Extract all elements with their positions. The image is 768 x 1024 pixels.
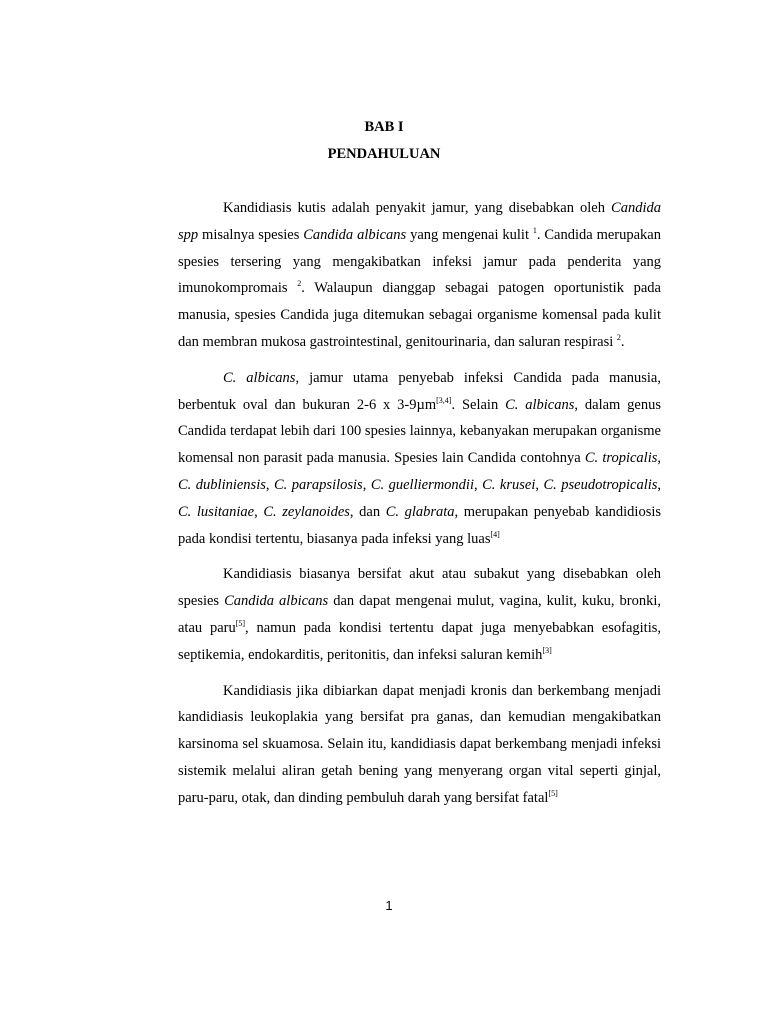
text-run: , (362, 476, 371, 493)
citation: 2 (616, 332, 621, 342)
document-body (178, 195, 661, 821)
italic-run: Candida albicans (303, 226, 407, 243)
italic-run: C. parapsilosis (274, 476, 363, 493)
italic-run: C. pseudotropicalis (543, 476, 658, 493)
paragraph-4 (178, 678, 661, 812)
italic-run: C. albicans (505, 396, 575, 413)
text-run: . Walaupun dianggap sebagai patogen oportunistik pada manusia, spesies Candida juga ditemukan sebagai organisme komensal pada kulit dan membran mukosa gastrointestinal, genitourinaria, dan saluran respirasi (178, 280, 661, 350)
citation: 2 (297, 279, 302, 289)
text-run: misalnya spesies (198, 226, 304, 243)
paragraph-3 (178, 561, 661, 668)
citation: [5] (235, 618, 246, 628)
italic-run: C. zeylanoides (263, 503, 350, 520)
text-run: , (535, 476, 544, 493)
page-number: 1 (385, 898, 393, 913)
italic-run: C. dubliniensis (178, 476, 266, 493)
paragraph-1 (178, 195, 661, 356)
text-run: , namun pada kondisi tertentu dapat juga menyebabkan esofagitis, septikemia, endokarditis, peritonitis, dan infeksi saluran kemih (178, 619, 661, 663)
citation: [3,4] (436, 395, 452, 405)
text-run: , jamur utama penyebab infeksi Candida pada manusia, berbentuk oval dan bukuran 2-6 x 3-9µm (178, 369, 661, 413)
text-run: , merupakan penyebab kandidiosis pada kondisi tertentu, biasanya pada infeksi yang luas (178, 503, 662, 547)
citation: [3] (542, 645, 552, 655)
text-run: . Selain (451, 396, 506, 413)
text-run: Kandidiasis biasanya bersifat akut atau subakut yang disebabkan oleh spesies (178, 566, 661, 610)
italic-run: C. lusitaniae (178, 503, 255, 520)
text-run: . Candida merupakan spesies tersering yang mengakibatkan infeksi jamur pada penderita yang imunokompromais (178, 226, 661, 297)
citation: [4] (490, 529, 500, 539)
text-run: , (254, 503, 264, 520)
text-run: Kandidiasis jika dibiarkan dapat menjadi kronis dan berkembang menjadi kandidiasis leukoplakia yang bersifat pra ganas, dan kemudian mengakibatkan karsinoma sel skuamosa. Selain itu, kandidiasis dapat berkembang menjadi infeksi sistemik melalui aliran getah bening yang menyerang organ vital seperti ginjal, paru-paru, otak, dan dinding pembuluh darah yang bersifat fatal (178, 682, 661, 806)
text-run: , (474, 476, 483, 493)
text-run: Kandidiasis kutis adalah penyakit jamur, yang disebabkan oleh (223, 200, 612, 216)
text-run: , (265, 476, 274, 493)
italic-run: C. guelliermondii (370, 476, 474, 493)
chapter-title: PENDAHULUAN (327, 146, 441, 162)
text-run: . (620, 333, 625, 350)
italic-run: C. albicans (223, 369, 296, 386)
italic-run: C. tropicalis (584, 450, 658, 467)
citation: 1 (532, 225, 537, 235)
text-run: , (657, 476, 662, 493)
citation: [5] (548, 788, 558, 798)
paragraph-2 (178, 365, 661, 553)
italic-run: Candida spp (178, 200, 661, 243)
text-run: yang mengenai kulit (406, 226, 533, 243)
chapter-label: BAB I (364, 119, 404, 135)
italic-run: C. glabrata (385, 503, 455, 520)
text-run: , dalam genus Candida terdapat lebih dari 100 spesies lainnya, kebanyakan merupakan organisme komensal non parasit pada manusia. Spesies lain Candida contohnya (178, 396, 662, 467)
text-run: , dan (349, 503, 386, 520)
italic-run: Candida albicans (224, 593, 329, 610)
italic-run: C. krusei (482, 476, 536, 493)
text-run: dan dapat mengenai mulut, vagina, kulit, kuku, bronki, atau paru (178, 593, 661, 636)
text-run: , (657, 450, 661, 467)
